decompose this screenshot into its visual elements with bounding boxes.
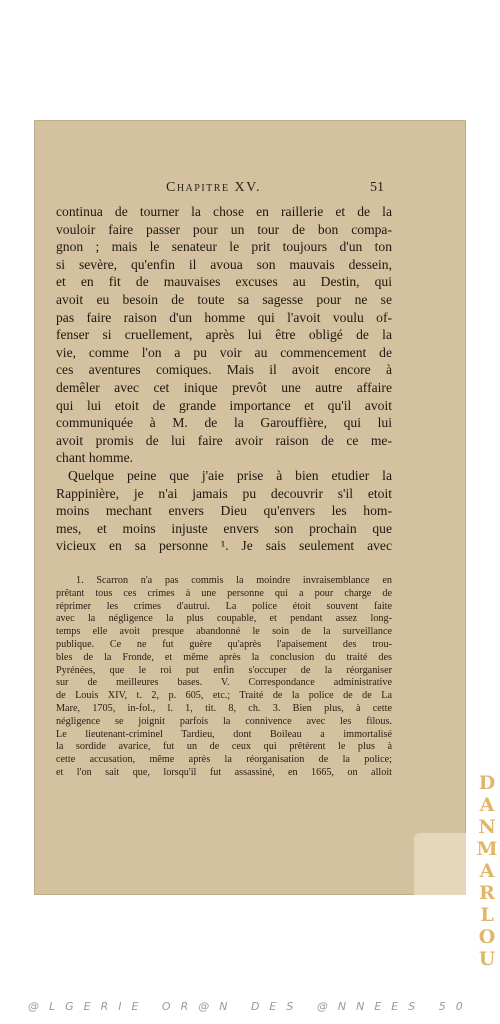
chapter-title: Chapitre XV. [166,180,261,195]
text-line: moins mechant envers Dieu qu'envers les hom- [56,503,392,519]
text-line: vie, comme l'on a pu voir au commencement de [56,344,392,360]
text-line: avoit promis de lui faire avoir raison de ce me- [56,432,392,448]
text-line: communiquée à M. de la Garouffière, qui lui [56,415,392,431]
footnote-line: Pyrénées, que le roi put enfin s'occuper de la réorganiser [56,664,392,676]
text-line: si sevère, qu'enfin il avoua son mauvais dessein, [56,256,392,272]
page-corner-fold [414,833,466,895]
text-line: fenser si cruellement, après lui être obligé de la [56,327,392,343]
watermark-letter: M [476,838,498,860]
text-line: et en fit de mauvaises excuses au Destin, qui [56,274,392,290]
watermark-letter: R [479,882,495,904]
text-line: pas faire raison d'un homme qui l'avoit voulu of- [56,309,392,325]
text-line: gnon ; mais le senateur le prit toujours d'un ton [56,239,392,255]
running-head [34,180,466,198]
watermark-letter: L [480,904,494,926]
footnote-line: réprimer les crimes d'autrui. La police étoit souvent faite [56,600,392,612]
text-line: demêler avec cet inique prevôt une autre affaire [56,379,392,395]
footnote-line: et l'on sait que, lorsqu'il fut assassiné, en 1665, on alloit [56,766,392,778]
footnote-line: de Louis XIV, t. 2, p. 605, etc.; Traité de la police de de La [56,690,392,702]
text-line: mes, et moins injuste envers son prochain que [56,520,392,536]
text-line: Rappinière, je n'ai jamais pu decouvrir s'il etoit [56,485,392,501]
watermark-letter: A [479,860,495,882]
footnote-line: Le lieutenant-criminel Tardieu, dont Boileau a immortalisé [56,728,392,740]
page-number: 51 [370,180,384,195]
watermark-letter: D [478,772,496,794]
text-line: vicieux en sa personne ¹. Je sais seulement avec [56,538,392,554]
text-line: chant homme. [56,450,134,466]
footnote-line: sur de meilleures bases. V. Correspondance administrative [56,677,392,689]
footnote [56,575,392,780]
text-line: vouloir faire passer pour un tour de bon compa- [56,221,392,237]
footnote-line: négligence se joignit parfois la connivence avec les filous. [56,715,392,727]
watermark-letter: A [479,794,495,816]
vertical-watermark [476,772,498,970]
watermark-letter: O [478,926,496,948]
footnote-line: avec la négligence la plus coupable, et pendant assez long- [56,613,392,625]
footnote-line: cette accusation, même après la réorganisation de la police; [56,754,392,766]
footnote-line: publique. Ce ne fut guère qu'après l'apaisement des trou- [56,638,392,650]
footnote-line: bles de la Fronde, et même après la conclusion du traité des [56,651,392,663]
text-line: qui lui etoit de grande importance et qu'il avoit [56,397,392,413]
watermark-letter: N [478,816,496,838]
main-text [56,203,392,555]
text-line: Quelque peine que j'aie prise à bien etudier la [68,467,392,483]
text-line: ces aventures comiques. Mais il avoit encore à [56,362,392,378]
footnote-line: 1. Scarron n'a pas commis la moindre invraisemblance en [76,575,392,586]
text-line: avoit eu besoin de toute sa sagesse pour ne se [56,291,392,307]
footnote-line: Mare, 1705, in-fol., l. 1, tit. 8, ch. 3. Bien plus, à cette [56,702,392,714]
book-page [34,120,466,895]
watermark-letter: U [478,948,496,970]
text-line: continua de tourner la chose en raillerie et de la [56,204,392,219]
footnote-line: la sordide avarice, fut un de ceux qui prêtèrent le plus à [56,741,392,753]
footnote-line: temps elle avoit presque abandonné le soin de la surveillance [56,626,392,638]
bottom-watermark: @LGERIE OR@N DES @NNEES 50 [28,1000,473,1013]
footnote-line: prêtant tous ces crimes à une personne qui a pour charge de [56,587,392,599]
